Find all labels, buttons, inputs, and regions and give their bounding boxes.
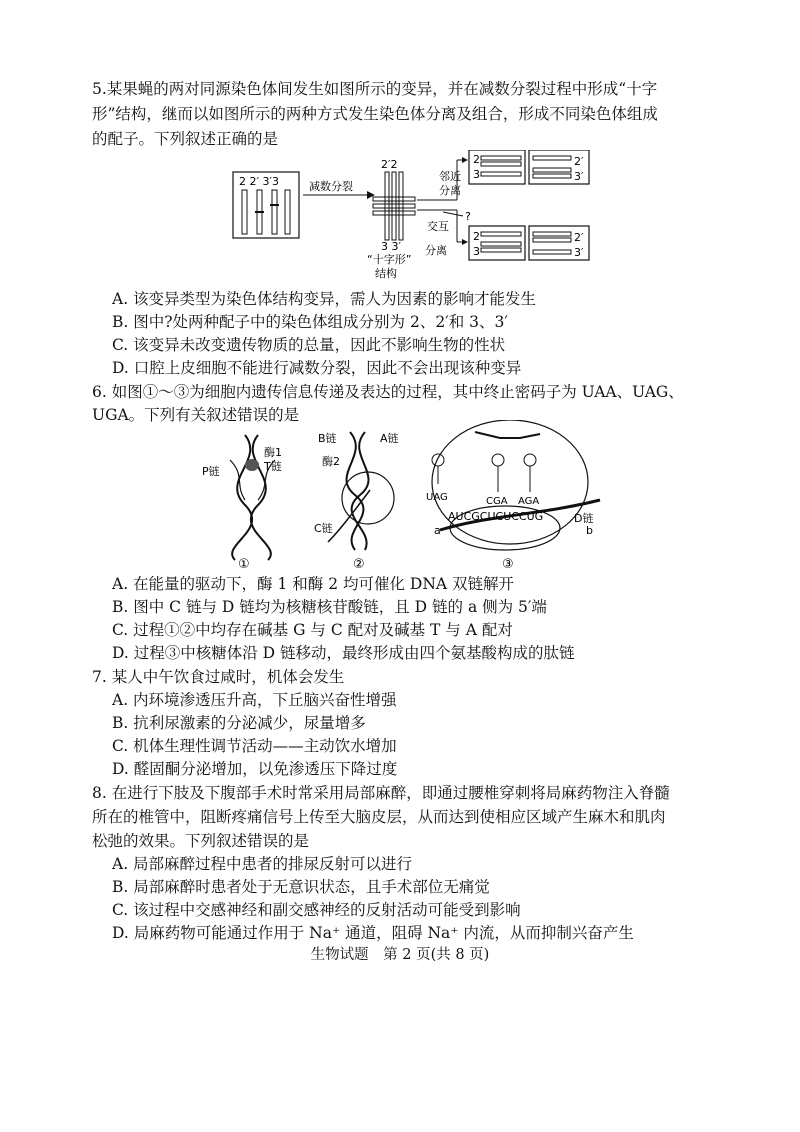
- cross-caption-1: “十字形”: [367, 253, 412, 266]
- p3-mrna: AUCGCUCUCCUG: [448, 510, 544, 523]
- p3-a-end: a: [434, 524, 441, 537]
- panel-1-replication: [202, 435, 282, 570]
- branch-2-line-1: 交互: [427, 220, 449, 233]
- q5-stem-line-3: 的配子。下列叙述正确的是: [92, 130, 279, 148]
- p3-anticodon-2: CGA: [486, 496, 508, 507]
- branch-1-line-1: 邻近: [439, 170, 461, 183]
- p3-anticodon-1: UAG: [426, 492, 448, 503]
- p2-c-chain: C链: [314, 522, 333, 535]
- svg-text:3′: 3′: [574, 170, 584, 183]
- svg-text:3: 3: [473, 245, 480, 258]
- q7-option-b: B. 抗利尿激素的分泌减少，尿量增多: [112, 714, 366, 732]
- label-3: ③: [502, 557, 514, 570]
- q8-option-a: A. 局部麻醉过程中患者的排尿反射可以进行: [112, 855, 413, 873]
- q6-option-a: A. 在能量的驱动下，酶 1 和酶 2 均可催化 DNA 双链解开: [112, 575, 515, 593]
- p2-enzyme: 酶2: [322, 455, 340, 468]
- q5-option-b: B. 图中?处两种配子中的染色体组成分别为 2、2′和 3、3′: [112, 313, 508, 331]
- panel-3-translation: [426, 420, 600, 570]
- q7-option-c: C. 机体生理性调节活动——主动饮水增加: [112, 737, 397, 755]
- p1-p-chain: P链: [202, 465, 220, 478]
- svg-text:3′: 3′: [574, 246, 584, 259]
- label-1: ①: [238, 557, 250, 570]
- q5-stem-line-2: 形”结构，继而以如图所示的两种方式发生染色体分离及组合，形成不同染色体组成: [92, 105, 658, 123]
- page-footer: 生物试题 第 2 页(共 8 页): [310, 947, 490, 963]
- chromosome-box-label: 2 2′ 3′3: [239, 175, 279, 188]
- q7-option-a: A. 内环境渗透压升高，下丘脑兴奋性增强: [112, 691, 397, 709]
- p1-t-chain: T链: [264, 460, 282, 473]
- p3-b-end: b: [586, 524, 593, 537]
- p2-b-chain: B链: [318, 432, 337, 445]
- q7-stem-line-1: 7. 某人中午饮食过咸时，机体会发生: [92, 668, 345, 686]
- p3-d-chain: D链: [574, 512, 594, 525]
- q8-stem-line-3: 松弛的效果。下列叙述错误的是: [92, 832, 310, 850]
- p1-enzyme: 酶1: [264, 446, 282, 459]
- q8-stem-line-2: 所在的椎管中，阻断疼痛信号上传至大脑皮层，从而达到使相应区域产生麻木和肌肉: [92, 808, 666, 826]
- q7-option-d: D. 醛固酮分泌增加，以免渗透压下降过度: [112, 760, 398, 778]
- branch-2-line-2: 分离: [425, 244, 447, 257]
- cross-top-label: 2′2: [381, 158, 398, 171]
- branch-1-line-2: 分离: [439, 184, 461, 197]
- svg-text:3: 3: [473, 168, 480, 181]
- label-2: ②: [353, 557, 365, 570]
- q5-option-c: C. 该变异未改变遗传物质的总量，因此不影响生物的性状: [112, 336, 506, 354]
- p2-a-chain: A链: [380, 432, 399, 445]
- svg-text:2′: 2′: [574, 155, 584, 168]
- svg-text:2: 2: [473, 230, 480, 243]
- cross-caption-2: 结构: [375, 267, 397, 280]
- q5-option-d: D. 口腔上皮细胞不能进行减数分裂，因此不会出现该种变异: [112, 359, 522, 377]
- cross-bottom-label: 3 3′: [381, 240, 401, 253]
- svg-text:2′: 2′: [574, 231, 584, 244]
- q8-option-b: B. 局部麻醉时患者处于无意识状态，且手术部位无痛觉: [112, 878, 490, 896]
- q6-figure: [190, 420, 610, 570]
- q6-option-b: B. 图中 C 链与 D 链均为核糖核苷酸链，且 D 链的 a 侧为 5′端: [112, 598, 547, 616]
- q5-figure: [225, 150, 595, 285]
- q6-stem-line-1: 6. 如图①～③为细胞内遗传信息传递及表达的过程，其中终止密码子为 UAA、UAG、: [92, 383, 684, 401]
- q5-stem-line-1: 5.某果蝇的两对同源染色体间发生如图所示的变异，并在减数分裂过程中形成“十字: [92, 80, 658, 98]
- question-mark: ?: [465, 210, 471, 223]
- q6-option-d: D. 过程③中核糖体沿 D 链移动，最终形成由四个氨基酸构成的肽链: [112, 644, 575, 662]
- meiosis-label: 减数分裂: [309, 180, 353, 193]
- q8-stem-line-1: 8. 在进行下肢及下腹部手术时常采用局部麻醉，即通过腰椎穿刺将局麻药物注入脊髓: [92, 784, 670, 802]
- svg-text:2: 2: [473, 153, 480, 166]
- q6-stem-line-2: UGA。下列有关叙述错误的是: [92, 406, 300, 424]
- panel-2-transcription: [314, 431, 399, 570]
- q6-option-c: C. 过程①②中均存在碱基 G 与 C 配对及碱基 T 与 A 配对: [112, 621, 513, 639]
- q8-option-c: C. 该过程中交感神经和副交感神经的反射活动可能受到影响: [112, 901, 521, 919]
- q5-option-a: A. 该变异类型为染色体结构变异，需人为因素的影响才能发生: [112, 290, 537, 308]
- q8-option-d: D. 局麻药物可能通过作用于 Na⁺ 通道，阻碍 Na⁺ 内流，从而抑制兴奋产生: [112, 924, 634, 942]
- p3-anticodon-3: AGA: [518, 496, 540, 507]
